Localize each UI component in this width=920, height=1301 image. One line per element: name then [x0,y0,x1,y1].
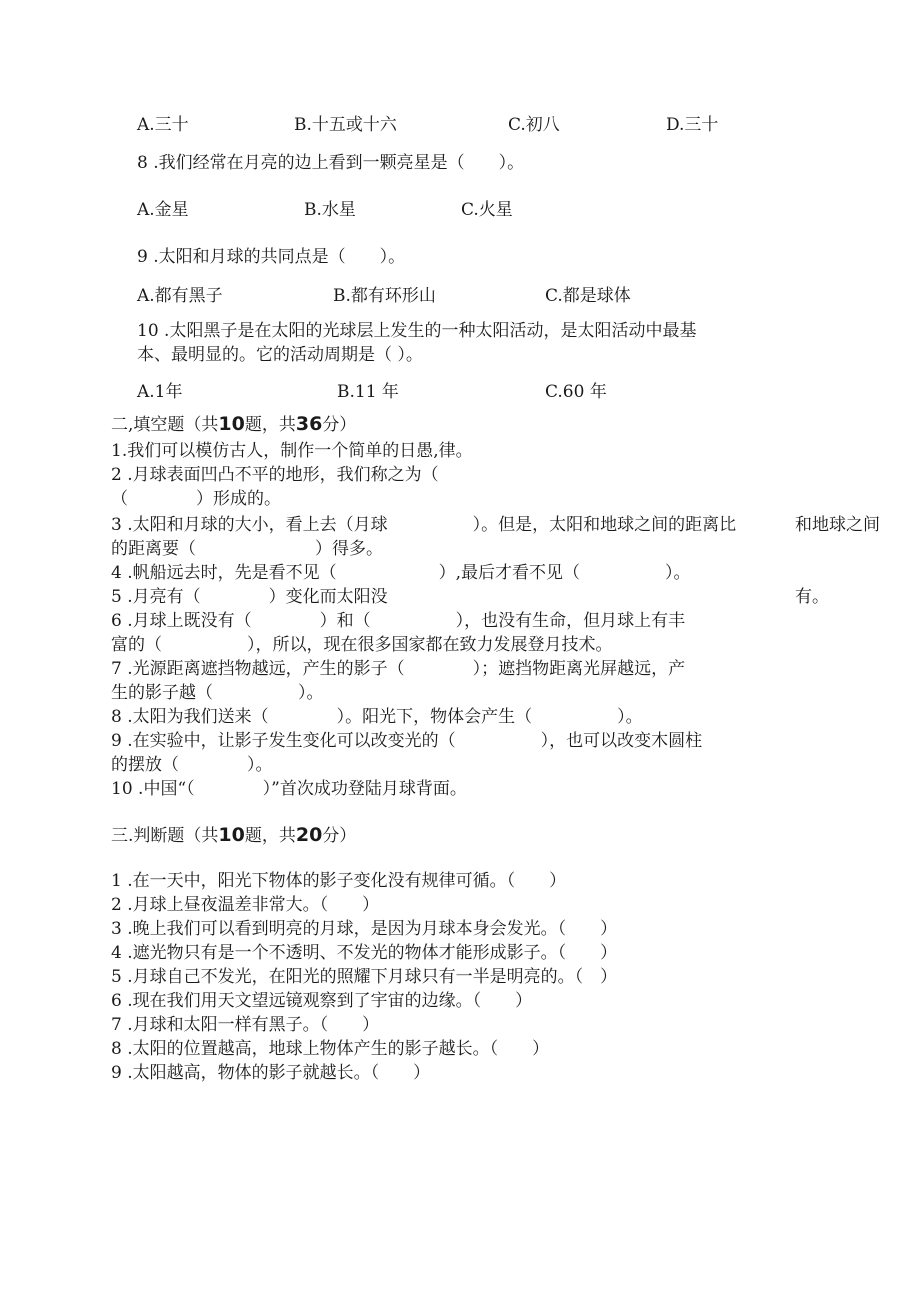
fill-q3-side-text: 和地球之间 [795,515,880,535]
judge-q8: 8 .太阳的位置越高，地球上物体产生的影子越长。（ ） [111,1039,550,1059]
q8-option-b: B.水星 [304,200,356,220]
judge-q7: 7 .月球和太阳一样有黑子。（ ） [111,1015,380,1035]
q7-option-d: D.三十 [666,115,719,135]
fill-q10: 10 .中国“（ ）”首次成功登陆月球背面。 [111,779,467,799]
fill-q6-line2: 富的（ ），所以，现在很多国家都在致力发展登月技术。 [111,635,613,655]
fill-q7-line2: 生的影子越（ ）。 [111,683,324,703]
q8-option-a: A.金星 [137,200,189,220]
q10-stem-line2: 本、最明显的。它的活动周期是（ ）。 [137,345,423,365]
section2-heading: 二,填空题（共10题，共36分） [111,413,357,435]
judge-q4: 4 .遮光物只有是一个不透明、不发光的物体才能形成影子。（ ） [111,943,618,963]
judge-q2: 2 .月球上昼夜温差非常大。（ ） [111,895,380,915]
q7-option-c: C.初八 [508,115,560,135]
section3-heading: 三.判断题（共10题，共20分） [111,824,357,846]
fill-q4: 4 .帆船远去时，先是看不见（ ）,最后才看不见（ ）。 [111,563,691,583]
judge-q3: 3 .晚上我们可以看到明亮的月球，是因为月球本身会发光。（ ） [111,919,618,939]
q10-option-b: B.11 年 [337,382,399,402]
fill-q2-line2: （ ）形成的。 [111,489,281,509]
fill-q9-line2: 的摆放（ ）。 [111,755,273,775]
q7-option-b: B.十五或十六 [294,115,397,135]
q8-option-c: C.火星 [461,200,513,220]
fill-q3-line1: 3 .太阳和月球的大小，看上去（月球 ）。但是，太阳和地球之间的距离比 [111,515,737,535]
fill-q2-line1: 2 .月球表面凹凸不平的地形，我们称之为（ [111,465,439,485]
judge-q1: 1 .在一天中，阳光下物体的影子变化没有规律可循。（ ） [111,871,567,891]
q7-option-a: A.三十 [137,115,189,135]
fill-q6-line1: 6 .月球上既没有（ ）和（ ），也没有生命，但月球上有丰 [111,611,686,631]
fill-q1: 1.我们可以模仿古人，制作一个简单的日愚,律。 [111,441,473,461]
q8-stem: 8 .我们经常在月亮的边上看到一颗亮星是（ ）。 [137,153,525,173]
q10-stem-line1: 10 .太阳黑子是在太阳的光球层上发生的一种太阳活动，是太阳活动中最基 [137,321,697,341]
fill-q3-line2: 的距离要（ ）得多。 [111,539,383,559]
fill-q5: 5 .月亮有（ ）变化而太阳没 [111,587,388,607]
q9-stem: 9 .太阳和月球的共同点是（ ）。 [137,247,406,267]
q9-option-b: B.都有环形山 [333,286,436,306]
q9-option-a: A.都有黑子 [137,286,223,306]
fill-q7-line1: 7 .光源距离遮挡物越远，产生的影子（ ）；遮挡物距离光屏越远，产 [111,659,686,679]
fill-q5-side-text: 有。 [795,587,829,607]
judge-q6: 6 .现在我们用天文望远镜观察到了宇宙的边缘。（ ） [111,991,533,1011]
judge-q9: 9 .太阳越高，物体的影子就越长。（ ） [111,1063,431,1083]
fill-q9-line1: 9 .在实验中，让影子发生变化可以改变光的（ ），也可以改变木圆柱 [111,731,703,751]
judge-q5: 5 .月球自己不发光，在阳光的照耀下月球只有一半是明亮的。（ ） [111,967,618,987]
fill-q8: 8 .太阳为我们送来（ ）。阳光下，物体会产生（ ）。 [111,707,643,727]
q9-option-c: C.都是球体 [545,286,631,306]
q10-option-a: A.1年 [137,382,183,402]
q10-option-c: C.60 年 [545,382,607,402]
